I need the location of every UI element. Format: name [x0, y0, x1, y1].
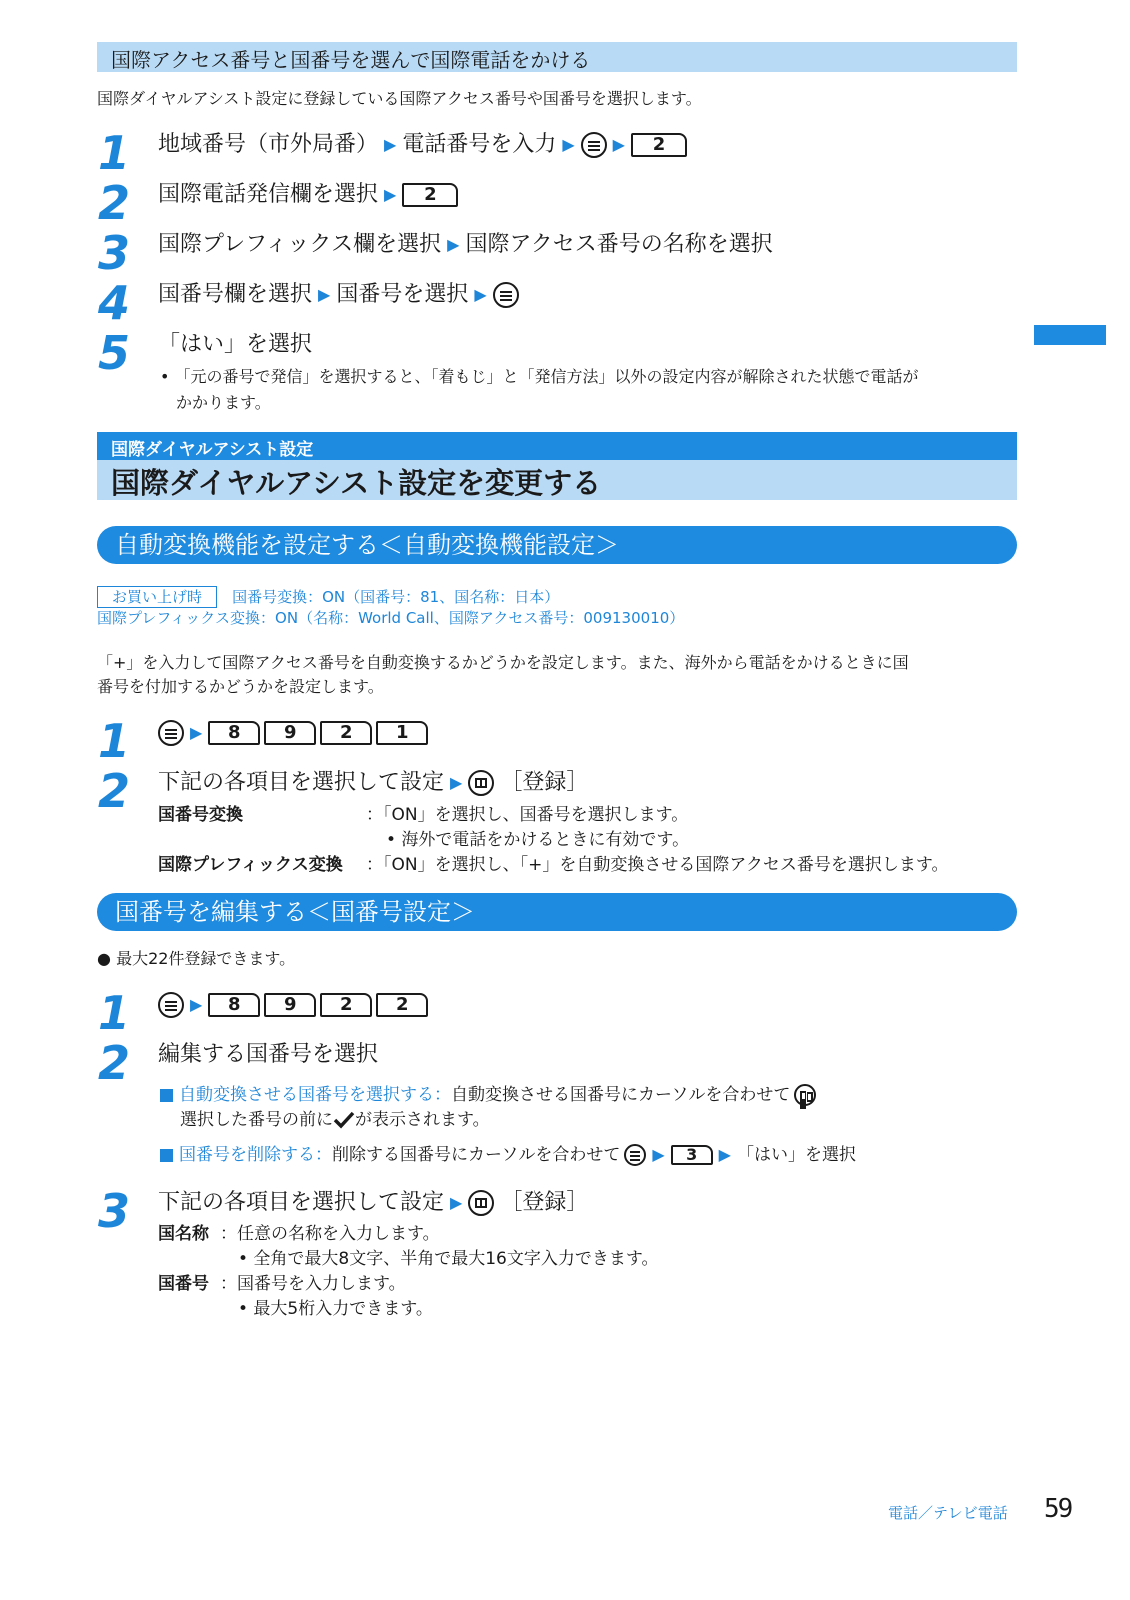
- sub-option-1: [160, 1082, 816, 1108]
- step-number: 1: [98, 986, 129, 1040]
- step-text: 下記の各項目を選択して設定: [158, 770, 445, 795]
- step-number: 5: [98, 326, 129, 380]
- key-button: 2: [631, 133, 687, 157]
- note-text: 「元の番号で発信」を選択すると、「着もじ」と「発信方法」以外の設定内容が解除された状態で電話が: [174, 367, 919, 386]
- key-button: 9: [264, 721, 316, 745]
- step-text: 国際アクセス番号の名称を選択: [465, 232, 773, 257]
- section-description: 国際ダイヤルアシスト設定に登録している国際アクセス番号や国番号を選択します。: [97, 89, 702, 108]
- step-text: 国際プレフィックス欄を選択: [158, 232, 442, 257]
- step-3-line: [158, 1188, 588, 1218]
- arrow-icon: ▶: [652, 1145, 665, 1164]
- step-number: 2: [98, 176, 129, 230]
- feature-small-title: 国際ダイヤルアシスト設定: [111, 440, 314, 460]
- square-bullet-icon: [160, 1089, 173, 1102]
- step-note: • 「元の番号で発信」を選択すると、「着もじ」と「発信方法」以外の設定内容が解除された状態で電話が: [160, 367, 919, 386]
- desc-line-1: 「+」を入力して国際アクセス番号を自動変換するかどうかを設定します。また、海外から電話をかけるときに国: [97, 653, 909, 672]
- step-text: 地域番号（市外局番）: [158, 132, 379, 157]
- default-setting: [97, 586, 559, 608]
- step-number: 2: [98, 1036, 129, 1090]
- step-5-line: [158, 330, 312, 360]
- section-heading: 国際アクセス番号と国番号を選んで国際電話をかける: [111, 48, 591, 72]
- key-button: 2: [402, 183, 458, 207]
- step-number: 2: [98, 764, 129, 818]
- step-number: 4: [98, 276, 129, 330]
- step-text: 国番号を選択: [336, 282, 469, 307]
- note-text: 選択した番号の前に: [180, 1110, 333, 1130]
- phonebook-key-icon: [794, 1084, 816, 1106]
- step-text: 「はい」を選択: [158, 332, 313, 357]
- arrow-icon: ▶: [450, 773, 463, 792]
- step-text: 国際電話発信欄を選択: [158, 182, 379, 207]
- step-2-line: [158, 768, 588, 798]
- step-number: 3: [98, 226, 129, 280]
- chapter-side-tab: [1034, 325, 1106, 345]
- feature-title-small-bar: [97, 432, 1017, 460]
- arrow-icon: ▶: [318, 285, 331, 304]
- item-key: 国番号変換: [158, 805, 243, 825]
- feature-title: 国際ダイヤルアシスト設定を変更する: [111, 466, 602, 500]
- sub-option-end: 「はい」を選択: [736, 1145, 856, 1165]
- key-button: 3: [671, 1145, 713, 1165]
- bullet-icon: ●: [97, 949, 111, 968]
- desc-line-2: 番号を付加するかどうかを設定します。: [97, 677, 384, 696]
- key-button: 8: [208, 721, 260, 745]
- arrow-icon: ▶: [474, 285, 487, 304]
- bullet-line: [97, 946, 295, 972]
- sub-option-text: 削除する国番号にカーソルを合わせて: [332, 1145, 621, 1165]
- item-key: 国際プレフィックス変換: [158, 855, 343, 875]
- setting-item: [158, 803, 243, 827]
- default-label: お買い上げ時: [97, 586, 217, 608]
- key-button: 2: [320, 721, 372, 745]
- setting-item-value: ：任意の名称を入力します。: [220, 1224, 440, 1244]
- phonebook-key-icon: [468, 1190, 494, 1216]
- step-text: 下記の各項目を選択して設定: [158, 1190, 445, 1215]
- step-number: 1: [98, 714, 129, 768]
- step-3-line: [158, 230, 773, 260]
- step-text: 国番号欄を選択: [158, 282, 313, 307]
- sub-option-2: [160, 1142, 856, 1168]
- checkmark-icon: [333, 1110, 355, 1130]
- step-text: 編集する国番号を選択: [158, 1042, 379, 1067]
- arrow-icon: ▶: [450, 1193, 463, 1212]
- step-number: 1: [98, 126, 129, 180]
- page-number: 59: [1044, 1494, 1072, 1524]
- bullet-text: 最大22件登録できます。: [116, 949, 296, 968]
- setting-item-note: • 海外で電話をかけるときに有効です。: [386, 830, 690, 850]
- setting-item-value: ：国番号を入力します。: [220, 1274, 406, 1294]
- setting-item-value: ：「ON」を選択し、国番号を選択します。: [366, 805, 689, 825]
- default-line-1: 国番号変換：ON（国番号：81、国名称：日本）: [232, 588, 560, 606]
- key-button: 8: [208, 993, 260, 1017]
- setting-item-note: • 最大5桁入力できます。: [238, 1299, 433, 1319]
- step-1-line: [158, 130, 687, 160]
- key-button: 9: [264, 993, 316, 1017]
- footer-section-name: 電話／テレビ電話: [888, 1504, 1008, 1522]
- note-text: が表示されます。: [355, 1110, 490, 1130]
- sub-option-text: 自動変換させる国番号にカーソルを合わせて: [451, 1085, 791, 1105]
- step-number: 3: [98, 1184, 129, 1238]
- arrow-icon: ▶: [562, 135, 575, 154]
- setting-item-value: ：「ON」を選択し、「+」を自動変換させる国際アクセス番号を選択します。: [366, 855, 949, 875]
- subsection-pill: 自動変換機能を設定する＜自動変換機能設定＞: [97, 526, 1017, 564]
- key-button: 2: [376, 993, 428, 1017]
- item-key: 国名称: [158, 1224, 209, 1244]
- setting-item: [158, 853, 343, 877]
- menu-key-icon: [581, 132, 607, 158]
- menu-key-icon: [493, 282, 519, 308]
- step-note-cont: かかります。: [176, 393, 271, 412]
- sub-option-1-note: [180, 1107, 490, 1133]
- subsection-pill: 国番号を編集する＜国番号設定＞: [97, 893, 1017, 931]
- step-2-line: [158, 1040, 378, 1070]
- section-heading-bar: [97, 42, 1017, 72]
- default-line-2: 国際プレフィックス変換：ON（名称：World Call、国際アクセス番号：009130010）: [97, 609, 685, 627]
- arrow-icon: ▶: [384, 135, 397, 154]
- menu-key-icon: [624, 1144, 646, 1166]
- sub-option-label: 国番号を削除する：: [179, 1145, 332, 1165]
- feature-title-bar: [97, 460, 1017, 500]
- arrow-icon: ▶: [384, 185, 397, 204]
- step-2-line: [158, 180, 458, 210]
- key-sequence: [208, 993, 428, 1017]
- key-button: 2: [320, 993, 372, 1017]
- step-text: 電話番号を入力: [402, 132, 557, 157]
- arrow-icon: ▶: [190, 723, 203, 742]
- sub-option-label: 自動変換させる国番号を選択する：: [179, 1085, 451, 1105]
- menu-key-icon: [158, 992, 184, 1018]
- setting-item: [158, 1272, 209, 1296]
- step-suffix: ［登録］: [500, 770, 589, 795]
- setting-item-note: • 全角で最大8文字、半角で最大16文字入力できます。: [238, 1249, 659, 1269]
- step-suffix: ［登録］: [500, 1190, 589, 1215]
- item-key: 国番号: [158, 1274, 209, 1294]
- key-sequence: [208, 721, 428, 745]
- phonebook-key-icon: [468, 770, 494, 796]
- arrow-icon: ▶: [190, 995, 203, 1014]
- key-button: 1: [376, 721, 428, 745]
- step-4-line: [158, 280, 519, 310]
- step-1-line: [158, 718, 428, 748]
- square-bullet-icon: [160, 1149, 173, 1162]
- menu-key-icon: [158, 720, 184, 746]
- arrow-icon: ▶: [612, 135, 625, 154]
- arrow-icon: ▶: [447, 235, 460, 254]
- setting-item: [158, 1222, 209, 1246]
- arrow-icon: ▶: [718, 1145, 731, 1164]
- step-1-line: [158, 990, 428, 1020]
